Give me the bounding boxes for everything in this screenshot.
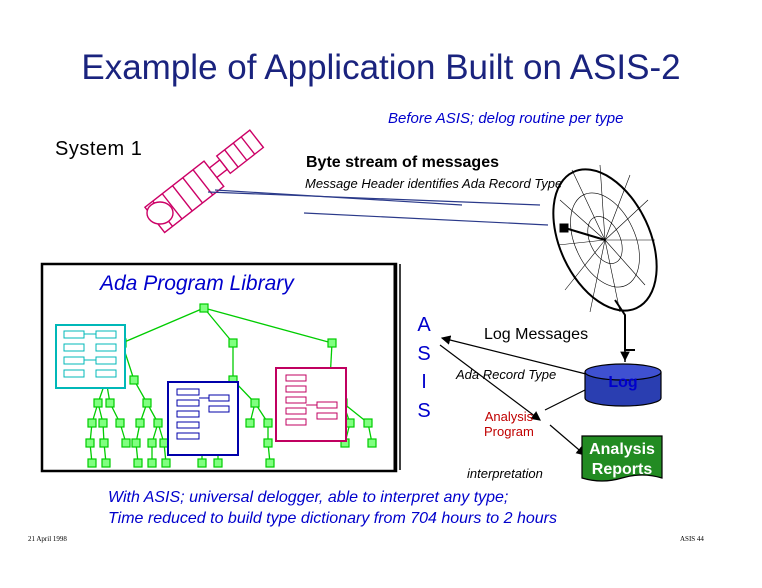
message-stream-lines [208,190,548,225]
log-messages-label: Log Messages [484,326,589,343]
ada-program-library-label: Ada Program Library [100,272,294,295]
interpretation-label: interpretation [467,466,543,481]
system-label: System 1 [55,138,143,160]
analysis-program-line-1: Analysis [484,409,534,424]
analysis-reports-line-2: Reports [591,461,653,478]
analysis-program-label [484,409,534,439]
before-asis-note: Before ASIS; delog routine per type [388,110,624,127]
analysis-reports-label [582,440,662,480]
asis-bar [395,264,400,470]
asis-letter-s: S [417,343,431,365]
compilation-unit-magenta [276,368,346,441]
asis-letter-a: A [417,314,431,336]
compilation-unit-blue [168,382,238,455]
with-asis-line-1: With ASIS; universal delogger, able to interpret any type; [108,489,509,506]
satellite-icon [145,130,263,232]
analysis-program-line-2: Program [484,424,534,439]
asis-letter-s2: S [417,400,431,422]
footer-slide-number: ASIS 44 [680,535,704,543]
asis-letter-i: I [421,371,427,393]
with-asis-line-2: Time reduced to build type dictionary from 704 hours to 2 hours [108,510,557,527]
log-label: Log [608,374,638,391]
analysis-reports-line-1: Analysis [589,441,655,458]
compilation-unit-cyan [56,325,125,388]
byte-stream-label: Byte stream of messages [306,154,499,171]
slide-title: Example of Application Built on ASIS-2 [81,48,681,87]
footer-date: 21 April 1998 [28,535,67,543]
message-header-label: Message Header identifies Ada Record Type [305,176,563,191]
ada-record-type-label: Ada Record Type [456,367,557,382]
